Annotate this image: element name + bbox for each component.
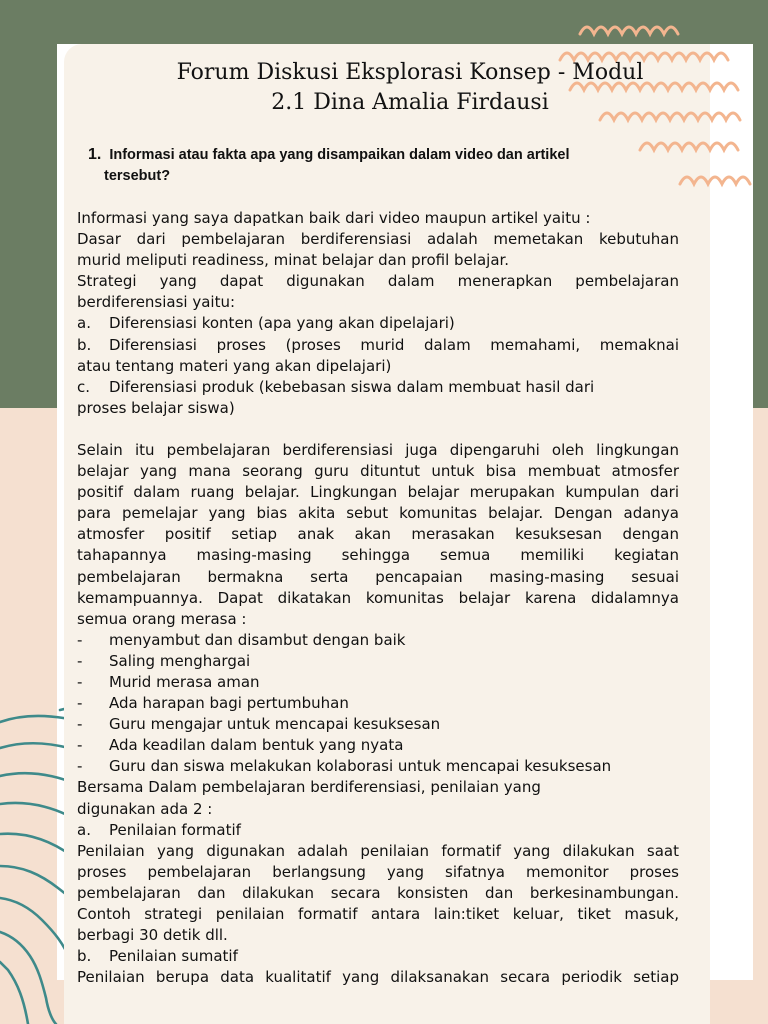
feeling-text: Saling menghargai [109,651,251,670]
intro-line: Informasi yang saya dapatkan baik dari video maupun artikel yaitu : [77,209,591,227]
title-line-2: 2.1 Dina Amalia Firdausi [271,90,549,115]
paragraph2-line: tahapannya masing-masing sehingga semua memiliki kegiatan [77,546,679,565]
document-title [80,58,740,118]
feeling-item [77,756,679,777]
assessment-line: Bersama Dalam pembelajaran berdiferensiasi, penilaian yang [77,778,541,797]
answer-body [77,208,679,988]
strategy-item [77,313,679,334]
question-heading [88,144,648,187]
intro-line: Dasar dari pembelajaran berdiferensiasi adalah memetakan kebutuhan [77,230,679,249]
intro-line: berdiferensiasi yaitu: [77,293,236,312]
dash-marker: - [77,672,83,691]
strategy-text: Diferensiasi proses (proses murid dalam memahami, memaknai [109,335,679,354]
feeling-text: menyambut dan disambut dengan baik [109,630,406,649]
strategy-continuation: atau tentang materi yang akan dipelajari) [77,356,392,375]
assessment-item-text: Penilaian formatif [109,820,241,839]
title-line-1: Forum Diskusi Eksplorasi Konsep - Modul [176,60,644,85]
assessment-item [77,946,679,967]
feeling-item [77,651,679,672]
strategy-continuation: proses belajar siswa) [77,398,235,417]
formatif-line: Penilaian yang digunakan adalah penilaian formatif yang dilakukan saat [77,841,679,860]
feeling-text: Murid merasa aman [109,672,260,691]
feeling-item [77,735,679,756]
question-number: 1. [88,146,102,163]
paragraph2-line: para pemelajar yang bias akita sebut komunitas belajar. Dengan adanya [77,504,679,523]
feeling-item [77,693,679,714]
question-text-line-2: tersebut? [104,168,171,184]
feeling-text: Guru dan siswa melakukan kolaborasi untuk mencapai kesuksesan [109,757,612,776]
assessment-marker: a. [77,820,91,839]
assessment-line: digunakan ada 2 : [77,799,213,818]
paragraph2-line: pembelajaran bermakna serta pencapaian masing-masing sesuai [77,567,679,586]
dash-marker: - [77,715,83,734]
intro-line: murid meliputi readiness, minat belajar dan profil belajar. [77,251,510,270]
paragraph2-line: positif dalam ruang belajar. Lingkungan belajar merupakan kumpulan dari [77,483,679,502]
feeling-text: Guru mengajar untuk mencapai kesuksesan [109,715,441,734]
formatif-line: pembelajaran dan dilakukan secara konsisten dan berkesinambungan. [77,883,679,902]
strategy-marker: c. [77,377,91,396]
paragraph2-line: atmosfer positif setiap anak akan merasakan kesuksesan dengan [77,525,679,544]
paragraph-gap [77,419,679,440]
dash-marker: - [77,651,83,670]
paragraph2-line: Selain itu pembelajaran berdiferensiasi juga dipengaruhi oleh lingkungan [77,440,679,459]
paragraph2-line: semua orang merasa : [77,609,247,628]
assessment-marker: b. [77,947,92,966]
strategy-item [77,377,679,398]
feeling-text: Ada harapan bagi pertumbuhan [109,694,349,713]
intro-line: Strategi yang dapat digunakan dalam menerapkan pembelajaran [77,272,679,291]
feeling-text: Ada keadilan dalam bentuk yang nyata [109,736,404,755]
assessment-item-text: Penilaian sumatif [109,947,238,966]
sumatif-line: Penilaian berupa data kualitatif yang dilaksanakan secara periodik setiap [77,968,679,987]
dash-marker: - [77,630,83,649]
strategy-marker: b. [77,335,92,354]
feeling-item [77,672,679,693]
paragraph2-line: belajar yang mana seorang guru dituntut untuk bisa membuat atmosfer [77,462,679,481]
dash-marker: - [77,736,83,755]
dash-marker: - [77,757,83,776]
assessment-item [77,820,679,841]
question-text-line-1: Informasi atau fakta apa yang disampaikan dalam video dan artikel [109,147,570,163]
paragraph2-line: kemampuannya. Dapat dikatakan komunitas belajar karena didalamnya [77,588,679,607]
strategy-item [77,335,679,356]
formatif-line: proses pembelajaran berlangsung yang sifatnya memonitor proses [77,862,679,881]
strategy-text: Diferensiasi produk (kebebasan siswa dalam membuat hasil dari [109,377,595,396]
dash-marker: - [77,694,83,713]
feeling-item [77,714,679,735]
formatif-line: berbagi 30 detik dll. [77,926,228,945]
feeling-item [77,630,679,651]
strategy-text: Diferensiasi konten (apa yang akan dipelajari) [109,314,455,333]
formatif-line: Contoh strategi penilaian formatif antara lain:tiket keluar, tiket masuk, [77,905,679,923]
strategy-marker: a. [77,314,91,333]
